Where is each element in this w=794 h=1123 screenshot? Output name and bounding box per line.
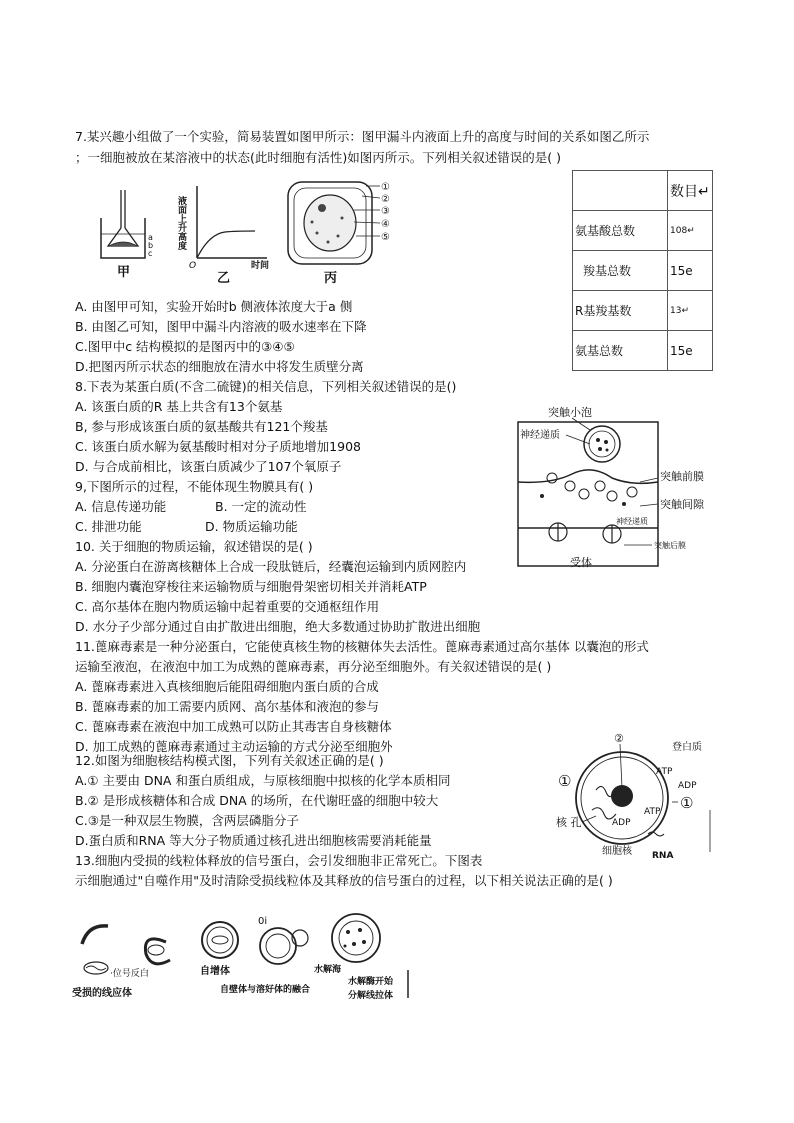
table-label-amino-acids: 氨基酸总数	[573, 211, 668, 251]
table-value-carboxyl: 15e	[668, 251, 713, 291]
fig-bing-mark-5: ⑤	[381, 232, 390, 243]
figure-yi	[175, 182, 275, 284]
nucleus-figure	[552, 730, 722, 860]
fig-bing-label: 丙	[324, 271, 338, 286]
fig-yi-ylabel: 液面上升高度	[176, 196, 186, 250]
nucleus-label-adp2: ADP	[612, 818, 631, 828]
q13-stem-line1: 13.细胞内受损的线粒体释放的信号蛋白，会引发细胞非正常死亡。下图表	[75, 853, 483, 868]
q7-option-b: B. 由图乙可知，图甲中漏斗内溶液的吸水速率在下降	[75, 319, 367, 334]
table-label-carboxyl: 羧基总数	[573, 251, 668, 291]
autophagy-label-fusion: 自壁体与溶好体的融合	[220, 985, 311, 995]
q12-option-c: C.③是一种双层生物膜，含两层磷脂分子	[75, 813, 299, 828]
figure-bing	[282, 178, 402, 286]
fig-bing-mark-4: ④	[381, 219, 390, 230]
q9-option-d: D. 物质运输功能	[205, 519, 298, 534]
q7-option-c: C.图甲中c 结构模拟的是图丙中的③④⑤	[75, 339, 295, 354]
synapse-label-pre: 突触前膜	[660, 470, 704, 483]
fig-jia-letter-a: a	[148, 233, 153, 242]
q7-option-a: A. 由图甲可知，实验开始时b 侧液体浓度大于a 侧	[75, 299, 353, 314]
q7-stem-line2: ；一细胞被放在某溶液中的状态(此时细胞有活性)如图丙所示。下列相关叙述错误的是( )	[75, 150, 561, 165]
q8-stem: 8.下表为某蛋白质(不含二硫键)的相关信息，下列相关叙述错误的是()	[75, 379, 457, 394]
autophagy-label-autophagosome: 自增体	[200, 966, 230, 977]
table-value-r-carboxyl: 13↵	[668, 291, 713, 331]
nucleus-label-adp1: ADP	[678, 781, 697, 791]
q11-stem-line1: 11.蓖麻毒素是一种分泌蛋白，它能使真核生物的核糖体失去活性。蓖麻毒素通过高尔基体 以囊泡的形式	[75, 639, 649, 654]
q10-option-d: D. 水分子少部分通过自由扩散进出细胞，绝大多数通过协助扩散进出细胞	[75, 619, 481, 634]
table-label-r-carboxyl: R基羧基数	[573, 291, 668, 331]
q8-option-a: A. 该蛋白质的R 基上共含有13个氨基	[75, 399, 283, 414]
autophagy-label-signal: ·位号反白	[110, 969, 149, 979]
fig-bing-mark-1: ①	[381, 182, 390, 193]
synapse-label-transmitter2: 神经递质	[616, 517, 648, 526]
q11-stem-line2: 运输至液泡，在液泡中加工为成熟的蓖麻毒素，再分泌至细胞外。有关叙述错误的是( )	[75, 659, 552, 674]
synapse-label-gap: 突触间隙	[660, 498, 704, 511]
table-value-amino: 15e	[668, 331, 713, 371]
nucleus-label-protein: 登白质	[672, 742, 702, 753]
fig-yi-origin: O	[189, 261, 197, 271]
protein-info-table	[572, 170, 713, 371]
fig-jia-letter-b: b	[148, 241, 154, 250]
q11-option-a: A. 蓖麻毒素进入真核细胞后能阻碍细胞内蛋白质的合成	[75, 679, 379, 694]
nucleus-label-2: ②	[614, 732, 624, 745]
q10-stem: 10. 关于细胞的物质运输，叙述错误的是( )	[75, 539, 313, 554]
fig-bing-mark-2: ②	[381, 194, 390, 205]
nucleus-label-rna: RNA	[652, 851, 674, 860]
q12-stem: 12.如图为细胞核结构模式图，下列有关叙述正确的是( )	[75, 753, 384, 768]
autophagy-label-start-1: 水解酶开始	[348, 977, 394, 987]
q7-option-d: D.把图丙所示状态的细胞放在清水中将发生质壁分离	[75, 359, 364, 374]
autophagy-figure	[70, 908, 420, 1006]
q11-option-c: C. 蓖麻毒素在液泡中加工成熟可以防止其毒害自身核糖体	[75, 719, 392, 734]
q9-option-b: B. 一定的流动性	[215, 499, 307, 514]
fig-yi-label: 乙	[217, 271, 231, 284]
q10-option-b: B. 细胞内囊泡穿梭往来运输物质与细胞骨架密切相关并消耗ATP	[75, 579, 427, 594]
autophagy-label-mito: 受损的线应体	[72, 988, 132, 999]
fig-jia-letter-c: c	[148, 249, 153, 258]
q12-option-b: B.② 是形成核糖体和合成 DNA 的场所，在代谢旺盛的细胞中较大	[75, 793, 439, 808]
q12-option-a: A.① 主要由 DNA 和蛋白质组成，与原核细胞中拟核的化学本质相同	[75, 773, 451, 788]
q9-option-a: A. 信息传递功能	[75, 499, 167, 514]
nucleus-label-atp1: ATP	[656, 767, 673, 777]
synapse-label-vesicle: 突触小泡	[548, 406, 592, 419]
q13-stem-line2: 示细胞通过"自噬作用"及时清除受损线粒体及其释放的信号蛋白的过程，以下相关说法正确的是( )	[75, 873, 613, 888]
nucleus-label-nucleus: 细胞核	[602, 846, 632, 857]
q7-stem-line1: 7.某兴趣小组做了一个实验，简易装置如图甲所示：图甲漏斗内液面上升的高度与时间的关系如图乙所示	[75, 129, 650, 144]
table-header: 数目↵	[668, 171, 713, 211]
nucleus-label-atp2: ATP	[644, 807, 661, 817]
q9-option-c: C. 排泄功能	[75, 519, 142, 534]
q11-option-b: B. 蓖麻毒素的加工需要内质网、高尔基体和液泡的参与	[75, 699, 380, 714]
fig-jia-label: 甲	[117, 265, 131, 280]
autophagy-label-start-2: 分解线拉体	[348, 991, 394, 1001]
synapse-label-receptor: 受体	[570, 556, 592, 569]
synapse-label-transmitter: 神经递质	[520, 430, 560, 441]
fig-bing-mark-3: ③	[381, 206, 390, 217]
q8-option-c: C. 该蛋白质水解为氨基酸时相对分子质地增加1908	[75, 439, 361, 454]
synapse-label-post: 突触后膜	[654, 541, 686, 550]
table-value-amino-acids: 108↵	[668, 211, 713, 251]
nucleus-label-1-right: ①	[680, 794, 694, 812]
figure-jia	[95, 188, 165, 280]
q8-option-b: B, 参与形成该蛋白质的氨基酸共有121个羧基	[75, 419, 328, 434]
table-label-amino: 氨基总数	[573, 331, 668, 371]
q8-option-d: D. 与合成前相比，该蛋白质减少了107个氧原子	[75, 459, 342, 474]
nucleus-label-1-left: ①	[558, 772, 572, 790]
autophagy-label-lyso: 0i	[258, 916, 268, 927]
synapse-figure	[512, 400, 712, 570]
q10-option-a: A. 分泌蛋白在游离核糖体上合成一段肽链后，经囊泡运输到内质网腔内	[75, 559, 467, 574]
q9-stem: 9,下图所示的过程，不能体现生物膜具有( )	[75, 479, 314, 494]
fig-yi-xlabel: 时间	[251, 261, 270, 271]
q12-option-d: D.蛋白质和RNA 等大分子物质通过核孔进出细胞核需要消耗能量	[75, 833, 432, 848]
q11-option-d: D. 加工成熟的蓖麻毒素通过主动运输的方式分泌至细胞外	[75, 739, 393, 754]
autophagy-label-enzyme: 水解海	[314, 965, 342, 975]
nucleus-label-pore: 核 孔	[556, 816, 582, 829]
q10-option-c: C. 高尔基体在胞内物质运输中起着重要的交通枢纽作用	[75, 599, 380, 614]
